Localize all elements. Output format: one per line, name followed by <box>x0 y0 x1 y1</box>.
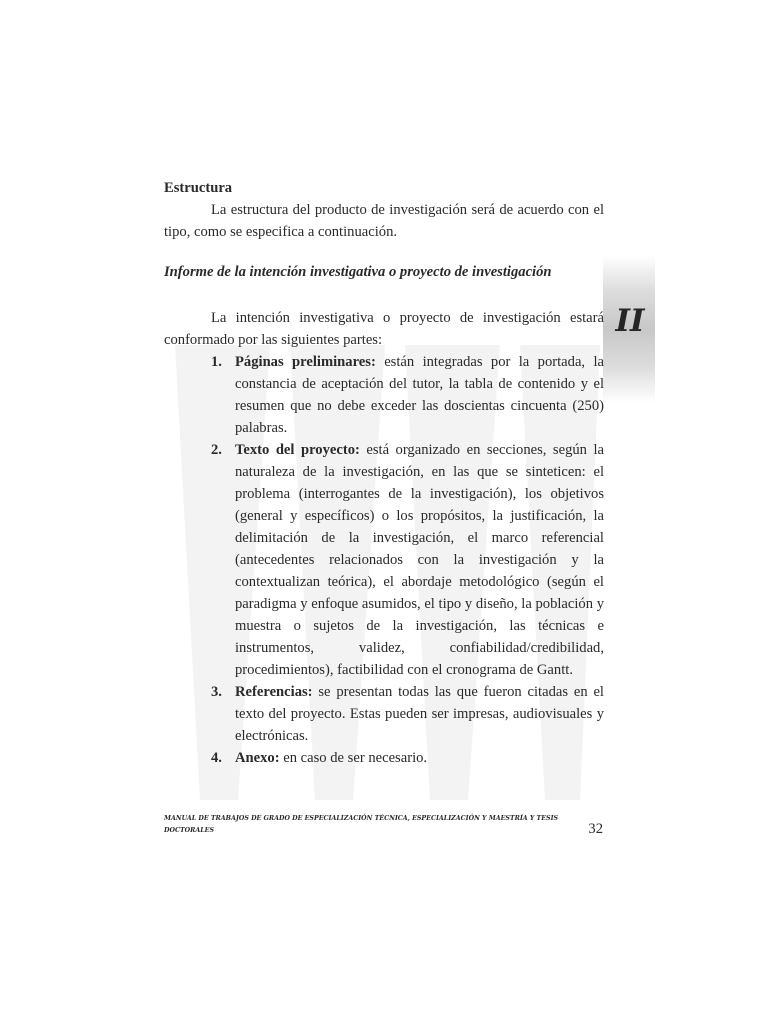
list-item-text: en caso de ser necesario. <box>279 750 428 766</box>
list-item-title: Texto del proyecto: <box>235 442 360 458</box>
list-item-number: 3. <box>211 684 222 700</box>
list-item-title: Páginas preliminares: <box>235 354 376 370</box>
subsection-intro: La intención investigativa o proyecto de investigación estará conformado por las siguientes partes: <box>164 310 604 348</box>
list-item-number: 1. <box>211 354 222 370</box>
list-item <box>164 351 604 439</box>
footer-running-title: MANUAL DE TRABAJOS DE GRADO DE ESPECIALIZACIÓN TÉCNICA, ESPECIALIZACIÓN Y MAESTRÍA Y TESIS DOCTORALES <box>164 815 559 834</box>
page-footer <box>164 813 604 837</box>
list-item <box>164 747 604 769</box>
section-heading: Estructura <box>164 180 233 196</box>
list-item-text: se presentan todas las que fueron citadas en el texto del proyecto. Estas pueden ser impresas, audiovisuales y electrónicas. <box>235 684 604 744</box>
list-item <box>164 681 604 747</box>
parts-list <box>164 351 604 769</box>
list-item-number: 2. <box>211 442 222 458</box>
section-paragraph: La estructura del producto de investigación será de acuerdo con el tipo, como se especifica a continuación. <box>164 202 604 240</box>
list-item-title: Referencias: <box>235 684 313 700</box>
page-number: 32 <box>588 821 603 837</box>
list-item-text: están integradas por la portada, la constancia de aceptación del tutor, la tabla de contenido y el resumen que no debe exceder las doscientas cincuenta (250) palabras. <box>235 354 604 436</box>
list-item-number: 4. <box>211 750 222 766</box>
list-item-text: está organizado en secciones, según la naturaleza de la investigación, en las que se sinteticen: el problema (interrogantes de la investigación), los objetivos (general y específicos) o los propósitos, la justificación, la delimitación de la investigación, el marco referencial (antecedentes relacionados con la investigación y la contextualizan teórica), el abordaje metodológico (según el paradigma y enfoque asumidos, el tipo y diseño, la población y muestra o sujetos de la investigación, las técnicas e instrumentos, validez, confiabilidad/credibilidad, procedimientos), factibilidad con el cronograma de Gantt. <box>235 442 604 678</box>
list-item-title: Anexo: <box>235 750 280 766</box>
subsection-heading: Informe de la intención investigativa o proyecto de investigación <box>164 264 552 280</box>
chapter-tab-label: II <box>615 303 645 339</box>
list-item <box>164 439 604 681</box>
page-content <box>164 177 604 769</box>
